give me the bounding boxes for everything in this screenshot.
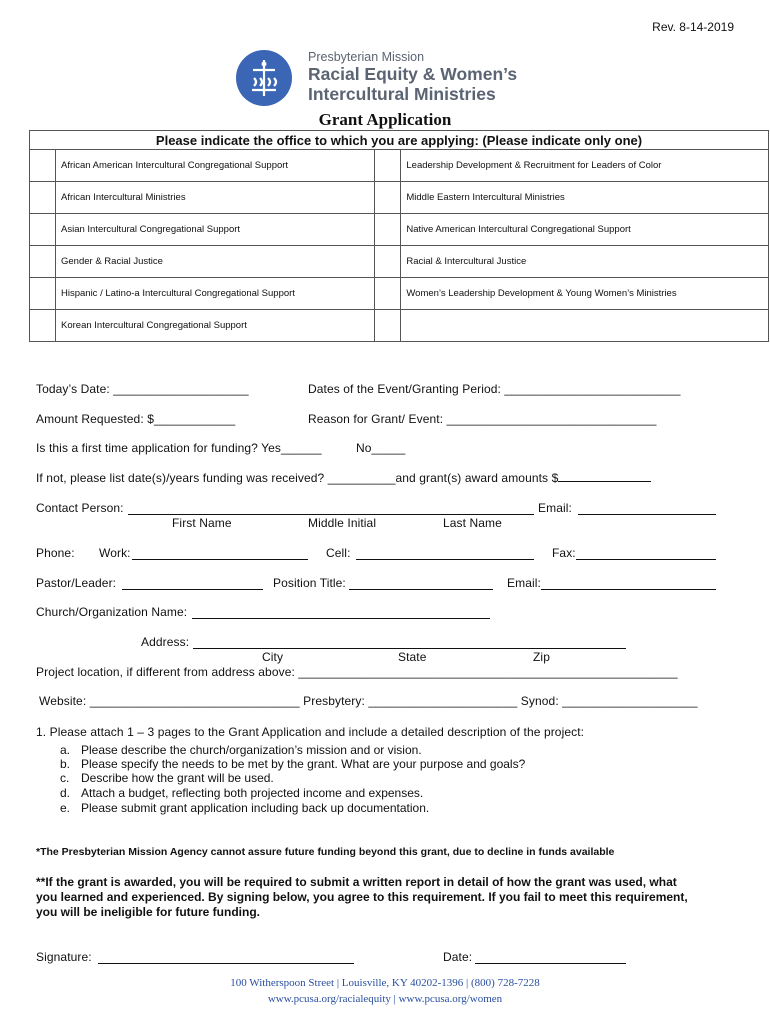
event-dates-field[interactable]: Dates of the Event/Granting Period: __________________________ xyxy=(308,382,681,396)
work-phone-line[interactable] xyxy=(132,545,308,560)
report-notice-line-1: **If the grant is awarded, you will be required to submit a written report in detail of how the grant was used, what xyxy=(36,875,677,889)
church-label: Church/Organization Name: xyxy=(36,605,188,619)
office-label: Korean Intercultural Congregational Support xyxy=(56,310,375,342)
position-title-label: Position Title: xyxy=(273,576,346,590)
cell-label: Cell: xyxy=(326,546,351,560)
office-checkbox[interactable] xyxy=(30,278,56,310)
zip-caption: Zip xyxy=(533,650,550,664)
office-checkbox[interactable] xyxy=(30,310,56,342)
work-label: Work: xyxy=(99,546,131,560)
table-row xyxy=(30,182,769,214)
date-label: Date: xyxy=(443,950,473,964)
office-checkbox[interactable] xyxy=(30,150,56,182)
table-row xyxy=(30,246,769,278)
logo-line-2: Racial Equity & Women’s xyxy=(308,64,518,84)
report-notice-line-2: you learned and experienced. By signing below, you agree to this requirement. If you fail to meet this requirement, xyxy=(36,890,688,904)
logo-line-1: Presbyterian Mission xyxy=(308,50,425,64)
office-table-header: Please indicate the office to which you are applying: (Please indicate only one) xyxy=(30,131,769,150)
office-checkbox[interactable] xyxy=(375,246,401,278)
instruction-item: Please describe the church/organization’s mission and or vision. xyxy=(81,743,422,757)
pastor-email-line[interactable] xyxy=(541,575,716,590)
date-line[interactable] xyxy=(475,949,626,964)
office-label: Asian Intercultural Congregational Support xyxy=(56,214,375,246)
instruction-mark: e. xyxy=(60,801,71,815)
footer-address: 100 Witherspoon Street | Louisville, KY 40202-1396 | (800) 728-7228 xyxy=(230,977,540,989)
instruction-item: Describe how the grant will be used. xyxy=(81,771,274,785)
position-title-line[interactable] xyxy=(349,575,493,590)
office-label: Racial & Intercultural Justice xyxy=(401,246,769,278)
first-time-yes-field[interactable]: Is this a first time application for funding? Yes______ xyxy=(36,441,322,455)
website-presbytery-synod-field[interactable]: Website: _______________________________ Presbytery: ______________________ Synod: ____________________ xyxy=(39,694,698,708)
office-checkbox[interactable] xyxy=(375,214,401,246)
instructions-main: 1. Please attach 1 – 3 pages to the Grant Application and include a detailed description of the project: xyxy=(36,725,585,739)
revision-date: Rev. 8-14-2019 xyxy=(652,20,734,34)
church-line[interactable] xyxy=(192,604,490,619)
office-label: African Intercultural Ministries xyxy=(56,182,375,214)
table-row xyxy=(30,150,769,182)
page-title: Grant Application xyxy=(318,110,452,129)
fax-line[interactable] xyxy=(576,545,716,560)
reason-field[interactable]: Reason for Grant/ Event: _______________________________ xyxy=(308,412,657,426)
office-label: Women’s Leadership Development & Young Women’s Ministries xyxy=(401,278,769,310)
instruction-item: Please submit grant application including back up documentation. xyxy=(81,801,430,815)
todays-date-field[interactable]: Today’s Date: ____________________ xyxy=(36,382,249,396)
instruction-item: Attach a budget, reflecting both projected income and expenses. xyxy=(81,786,424,800)
instruction-mark: c. xyxy=(60,771,70,785)
presbyterian-seal-icon xyxy=(236,50,292,106)
signature-line[interactable] xyxy=(98,949,354,964)
first-time-no-field[interactable]: No_____ xyxy=(356,441,406,455)
table-row xyxy=(30,310,769,342)
office-label: Leadership Development & Recruitment for Leaders of Color xyxy=(401,150,769,182)
contact-person-line[interactable] xyxy=(128,500,534,515)
office-label: Native American Intercultural Congregational Support xyxy=(401,214,769,246)
phone-label: Phone: xyxy=(36,546,75,560)
office-label: African American Intercultural Congregational Support xyxy=(56,150,375,182)
contact-email-line[interactable] xyxy=(578,500,716,515)
middle-initial-caption: Middle Initial xyxy=(308,516,377,530)
table-row xyxy=(30,214,769,246)
address-label: Address: xyxy=(141,635,190,649)
cell-phone-line[interactable] xyxy=(356,545,534,560)
office-checkbox[interactable] xyxy=(30,182,56,214)
instruction-mark: d. xyxy=(60,786,71,800)
pastor-email-label: Email: xyxy=(507,576,541,590)
table-row xyxy=(30,278,769,310)
project-location-field[interactable]: Project location, if different from address above: ________________________________________________________ xyxy=(36,665,678,679)
office-label: Hispanic / Latino-a Intercultural Congregational Support xyxy=(56,278,375,310)
prior-funding-label: If not, please list date(s)/years funding was received? __________and grant(s) award amounts $ xyxy=(36,471,559,485)
prior-funding-field[interactable] xyxy=(36,471,651,485)
contact-person-label: Contact Person: xyxy=(36,501,124,515)
report-notice-line-3: you will be ineligible for future funding. xyxy=(36,905,260,919)
pastor-label: Pastor/Leader: xyxy=(36,576,117,590)
instruction-mark: b. xyxy=(60,757,71,771)
office-label: Gender & Racial Justice xyxy=(56,246,375,278)
pastor-line[interactable] xyxy=(122,575,263,590)
award-amount-line[interactable] xyxy=(558,481,651,482)
office-checkbox[interactable] xyxy=(375,310,401,342)
logo-line-3: Intercultural Ministries xyxy=(308,84,496,104)
last-name-caption: Last Name xyxy=(443,516,502,530)
office-label xyxy=(401,310,769,342)
office-checkbox[interactable] xyxy=(375,278,401,310)
footer-websites[interactable]: www.pcusa.org/racialequity | www.pcusa.org/women xyxy=(267,993,503,1005)
state-caption: State xyxy=(398,650,427,664)
signature-label: Signature: xyxy=(36,950,92,964)
city-caption: City xyxy=(262,650,284,664)
office-checkbox[interactable] xyxy=(375,182,401,214)
fax-label: Fax: xyxy=(552,546,576,560)
amount-requested-field[interactable]: Amount Requested: $____________ xyxy=(36,412,236,426)
instruction-mark: a. xyxy=(60,743,71,757)
office-selection-table xyxy=(29,130,769,342)
first-name-caption: First Name xyxy=(172,516,232,530)
contact-email-label: Email: xyxy=(538,501,572,515)
office-checkbox[interactable] xyxy=(375,150,401,182)
instruction-item: Please specify the needs to be met by the grant. What are your purpose and goals? xyxy=(81,757,526,771)
address-line[interactable] xyxy=(193,634,626,649)
funding-notice: *The Presbyterian Mission Agency cannot assure future funding beyond this grant, due to decline in funds available xyxy=(36,846,615,858)
office-checkbox[interactable] xyxy=(30,214,56,246)
office-checkbox[interactable] xyxy=(30,246,56,278)
office-label: Middle Eastern Intercultural Ministries xyxy=(401,182,769,214)
